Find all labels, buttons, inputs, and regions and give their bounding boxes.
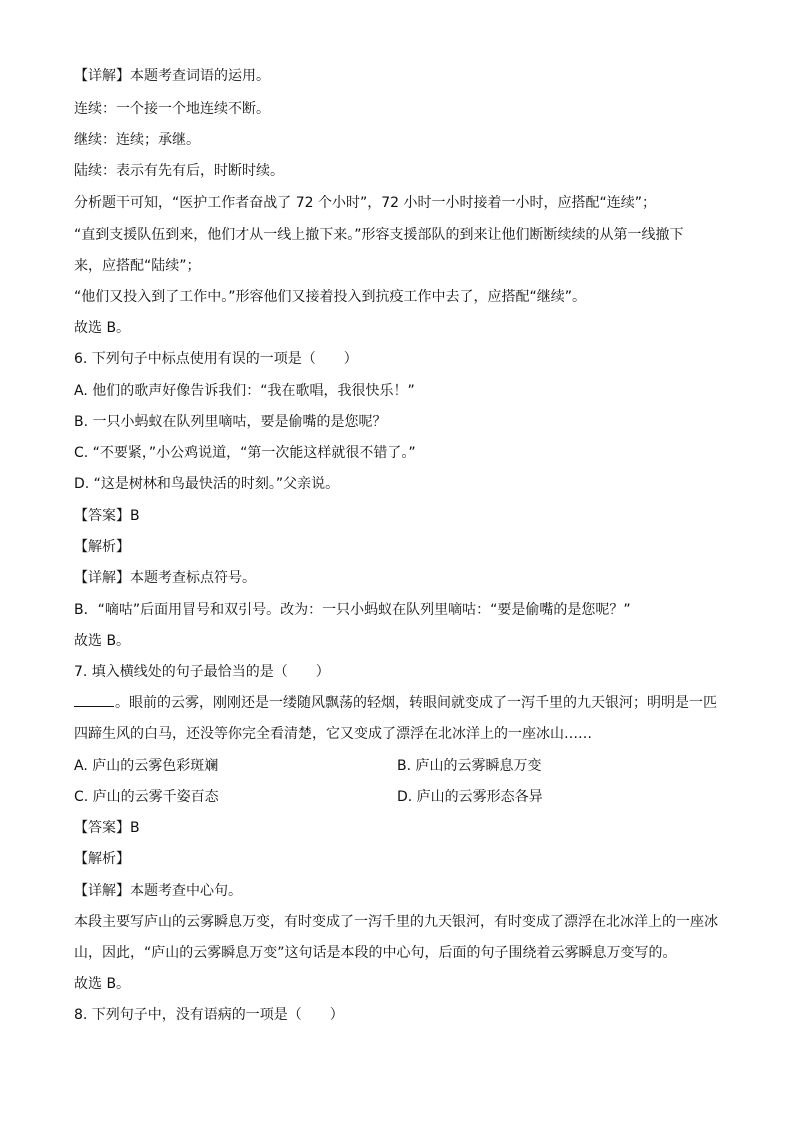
q7-explanation-1: 本段主要写庐山的云雾瞬息万变，有时变成了一泻千里的九天银河，有时变成了漂浮在北冰洋上的一座冰 [74,914,718,930]
q7-answer: 【答案】B [74,820,140,836]
detail-heading: 【详解】本题考查词语的运用。 [74,68,270,84]
definition-lianxu: 连续：一个接一个地连续不断。 [74,101,270,117]
choose-line: 故选 B。 [74,320,131,336]
q6-option-c: C. “不要紧，”小公鸡说道，“第一次能这样就很不错了。” [74,445,416,461]
q6-explanation: B．“嘀咕”后面用冒号和双引号。改为：一只小蚂蚁在队列里嘀咕：“要是偷嘴的是您呢？” [74,602,631,618]
q7-choose: 故选 B。 [74,976,131,992]
q7-passage-line-1 [74,694,734,712]
q7-explanation-2: 山，因此，“庐山的云雾瞬息万变”这句话是本段的中心句，后面的句子围绕着云雾瞬息万变写的。 [74,945,677,961]
analysis-line-4: “他们又投入到了工作中。”形容他们又接着投入到抗疫工作中去了，应搭配“继续”。 [74,289,587,305]
q8-stem: 8. 下列句子中，没有语病的一项是（ ） [74,1007,344,1023]
analysis-line-2: “直到支援队伍到来，他们才从一线上撤下来。”形容支援部队的到来让他们断断续续的从第一线撤下 [74,227,684,243]
q6-detail: 【详解】本题考查标点符号。 [74,570,256,586]
q6-option-a: A. 他们的歌声好像告诉我们：“我在歌唱，我很快乐！” [74,383,415,399]
q7-option-b: B. 庐山的云雾瞬息万变 [397,758,542,774]
q6-stem: 6. 下列句子中标点使用有误的一项是（ ） [74,351,358,367]
q7-option-d: D. 庐山的云雾形态各异 [397,789,543,805]
q7-passage-line-2: 四蹄生风的白马，还没等你完全看清楚，它又变成了漂浮在北冰洋上的一座冰山…… [74,726,592,742]
q7-option-a: A. 庐山的云雾色彩斑斓 [74,758,219,774]
q6-answer: 【答案】B [74,508,140,524]
q7-analysis-label: 【解析】 [74,851,130,867]
analysis-line-3: 来，应搭配“陆续”； [74,258,201,274]
q6-option-d: D. “这是树林和鸟最快活的时刻。”父亲说。 [74,476,340,492]
q7-stem: 7. 填入横线处的句子最恰当的是（ ） [74,664,330,680]
analysis-line-1: 分析题干可知，“医护工作者奋战了 72 个小时”，72 小时一小时接着一小时，应搭配“连续”； [74,195,656,211]
fill-blank [74,694,114,707]
q6-option-b: B. 一只小蚂蚁在队列里嘀咕，要是偷嘴的是您呢？ [74,414,387,430]
q6-choose: 故选 B。 [74,633,131,649]
q6-analysis-label: 【解析】 [74,539,130,555]
q7-detail: 【详解】本题考查中心句。 [74,883,242,899]
q7-passage-text: 。眼前的云雾，刚刚还是一缕随风飘荡的轻烟，转眼间就变成了一泻千里的九天银河；明明是一匹 [115,695,717,711]
q7-option-c: C. 庐山的云雾千姿百态 [74,789,219,805]
definition-luxu: 陆续：表示有先有后，时断时续。 [74,163,284,179]
definition-jixu: 继续：连续；承继。 [74,132,200,148]
